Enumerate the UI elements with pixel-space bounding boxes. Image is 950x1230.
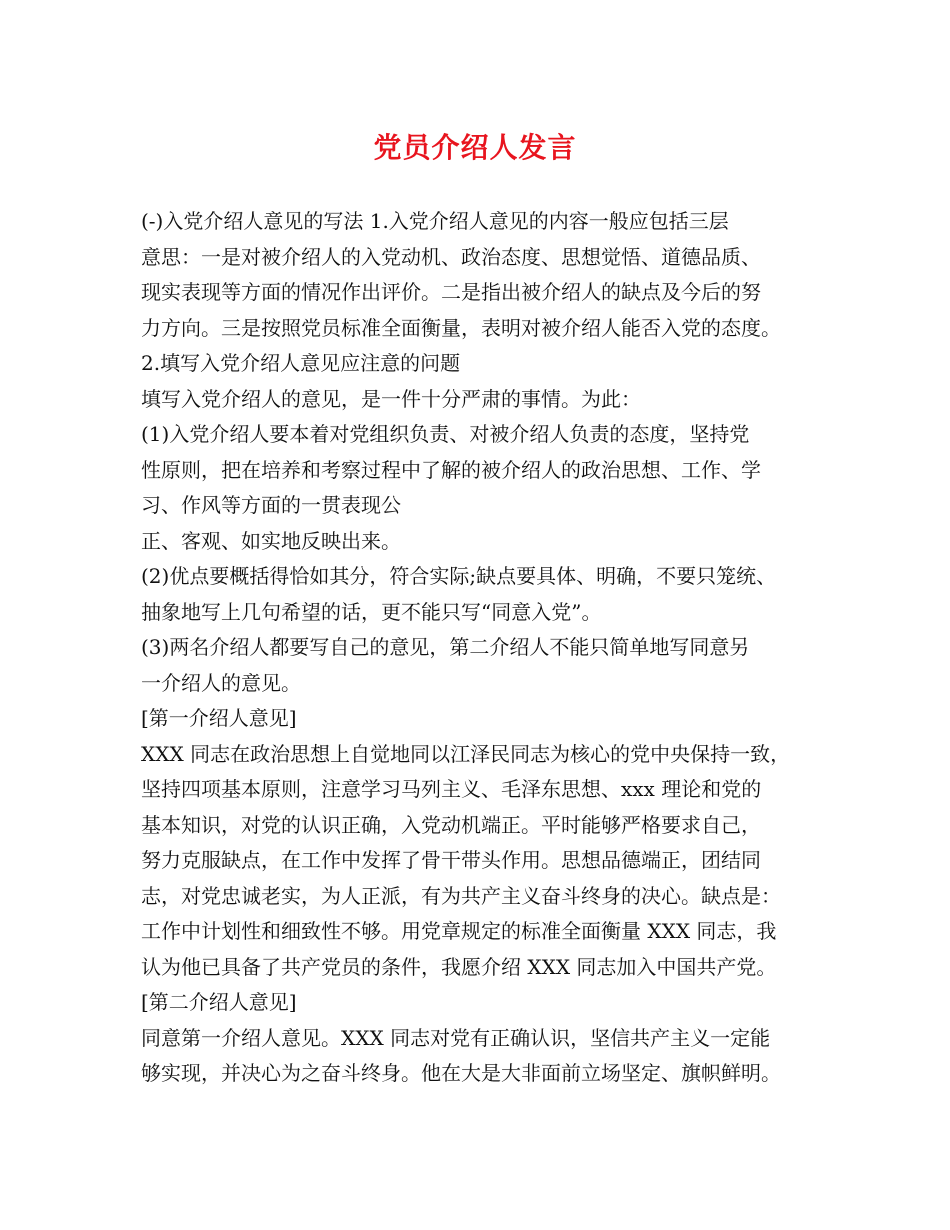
text-line: (-)入党介绍人意见的写法 1.入党介绍人意见的内容一般应包括三层 bbox=[141, 209, 729, 233]
text-line: 一介绍人的意见。 bbox=[141, 670, 301, 695]
text-line: (3)两名介绍人都要写自己的意见，第二介绍人不能只简单地写同意另 bbox=[141, 635, 750, 659]
text-line: 抽象地写上几句希望的话，更不能只写“同意入党”。 bbox=[141, 599, 602, 624]
document-body bbox=[141, 204, 831, 1092]
page-title: 党员介绍人发言 bbox=[373, 131, 577, 164]
text-line: 性原则，把在培养和考察过程中了解的被介绍人的政治思想、工作、学 bbox=[141, 457, 761, 482]
text-line: 基本知识，对党的认识正确，入党动机端正。平时能够严格要求自己， bbox=[141, 812, 761, 837]
section-heading: 2.填写入党介绍人意见应注意的问题 bbox=[141, 351, 461, 375]
text-line: 力方向。三是按照党员标准全面衡量，表明对被介绍人能否入党的态度。 bbox=[141, 315, 781, 340]
text-line: 工作中计划性和细致性不够。用党章规定的标准全面衡量 XXX 同志，我 bbox=[141, 919, 777, 943]
text-line: 努力克服缺点，在工作中发挥了骨干带头作用。思想品德端正，团结同 bbox=[141, 848, 761, 872]
text-line: 认为他已具备了共产党员的条件，我愿介绍 XXX 同志加入中国共产党。 bbox=[141, 954, 777, 979]
text-line: 同意第一介绍人意见。XXX 同志对党有正确认识，坚信共产主义一定能 bbox=[141, 1025, 771, 1050]
section-heading: [第二介绍人意见] bbox=[141, 990, 297, 1014]
text-line: XXX 同志在政治思想上自觉地同以江泽民同志为核心的党中央保持一致， bbox=[141, 741, 791, 766]
text-line: 坚持四项基本原则，注意学习马列主义、毛泽东思想、xxx 理论和党的 bbox=[141, 777, 762, 801]
text-line: 够实现，并决心为之奋斗终身。他在大是大非面前立场坚定、旗帜鲜明。 bbox=[141, 1061, 781, 1085]
text-line: 填写入党介绍人的意见，是一件十分严肃的事情。为此： bbox=[141, 386, 641, 411]
text-line: 现实表现等方面的情况作出评价。二是指出被介绍人的缺点及今后的努 bbox=[141, 280, 761, 304]
text-line: 志，对党忠诚老实，为人正派，有为共产主义奋斗终身的决心。缺点是： bbox=[141, 883, 781, 908]
text-line: (2)优点要概括得恰如其分，符合实际;缺点要具体、明确，不要只笼统、 bbox=[141, 564, 777, 588]
section-heading: [第一介绍人意见] bbox=[141, 706, 297, 730]
text-line: 习、作风等方面的一贯表现公 bbox=[141, 493, 401, 517]
text-line: 意思：一是对被介绍人的入党动机、政治态度、思想觉悟、道德品质、 bbox=[141, 244, 761, 269]
text-line: 正、客观、如实地反映出来。 bbox=[141, 528, 401, 553]
text-line: (1)入党介绍人要本着对党组织负责、对被介绍人负责的态度，坚持党 bbox=[141, 422, 750, 446]
